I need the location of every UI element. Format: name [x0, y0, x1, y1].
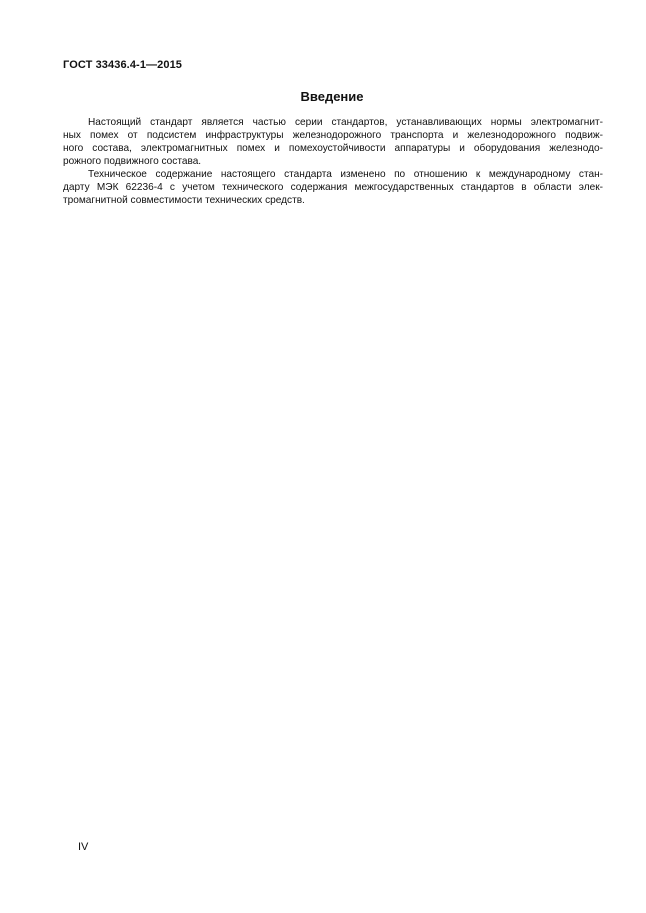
text-line: тромагнитной совместимости технических средств.	[63, 195, 305, 206]
document-body	[63, 116, 603, 207]
page-number: IV	[78, 841, 89, 853]
text-line: дарту МЭК 62236-4 с учетом технического содержания межгосударственных стандартов в области элек-	[63, 182, 603, 193]
paragraph-2	[63, 168, 603, 207]
section-title: Введение	[300, 89, 364, 104]
document-code: ГОСТ 33436.4-1—2015	[63, 59, 183, 71]
paragraph-1	[63, 116, 603, 168]
text-line: Техническое содержание настоящего стандарта изменено по отношению к международному стан-	[88, 169, 603, 180]
text-line: Настоящий стандарт является частью серии стандартов, устанавливающих нормы электромагнит-	[88, 117, 603, 128]
text-line: ного состава, электромагнитных помех и помехоустойчивости аппаратуры и оборудования железнодо-	[63, 143, 603, 154]
text-line: рожного подвижного состава.	[63, 156, 202, 167]
text-line: ных помех от подсистем инфраструктуры железнодорожного транспорта и железнодорожного подвиж-	[63, 130, 603, 141]
